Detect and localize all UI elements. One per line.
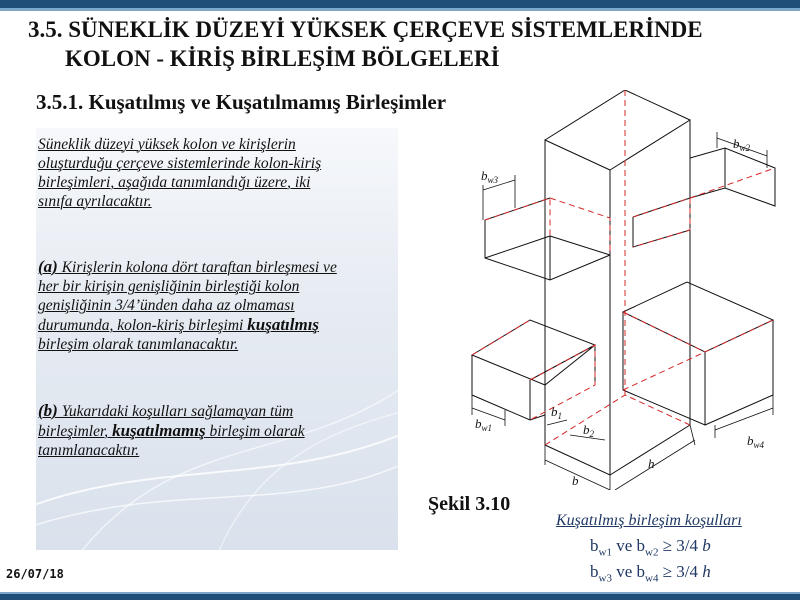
beam-left-back bbox=[485, 198, 610, 280]
label-bw1: $b_{w1}$ bbox=[475, 416, 493, 433]
label-b: b bbox=[572, 473, 579, 488]
beam-column-joint-figure bbox=[455, 90, 795, 490]
paragraph-a bbox=[38, 257, 338, 354]
top-border-accent bbox=[0, 8, 800, 11]
label-b1: $b_1$ bbox=[551, 404, 562, 421]
label-bw2: $b_{w2}$ bbox=[733, 136, 751, 153]
label-bw3: $b_{w3}$ bbox=[481, 168, 499, 185]
slide-date: 26/07/18 bbox=[6, 567, 64, 581]
paragraph-b-tag: (b) bbox=[38, 401, 58, 420]
top-border bbox=[0, 0, 800, 8]
label-bw4: $b_{w4}$ bbox=[747, 433, 765, 450]
paragraph-intro: Süneklik düzeyi yüksek kolon ve kirişlerin oluşturduğu çerçeve sistemlerinde kolon-kiriş birleşimleri, aşağıda tanımlandığı üzere, iki sınıfa ayrılacaktır. bbox=[38, 136, 322, 210]
page-title bbox=[28, 15, 788, 73]
paragraph-a-emphasis: kuşatılmış bbox=[247, 315, 320, 334]
figure-caption: Şekil 3.10 bbox=[428, 493, 511, 515]
conditions-title: Kuşatılmış birleşim koşulları bbox=[556, 512, 742, 529]
title-line-1: 3.5. SÜNEKLİK DÜZEYİ YÜKSEK ÇERÇEVE SİSTEMLERİNDE bbox=[28, 17, 703, 42]
label-b2: $b_2$ bbox=[583, 422, 594, 439]
label-h: h bbox=[648, 456, 655, 471]
paragraph-b-text-end: birleşim olarak tanımlanacaktır. bbox=[38, 423, 305, 459]
bottom-border bbox=[0, 594, 800, 600]
dim-h bbox=[615, 425, 695, 490]
paragraph-a-tag: (a) bbox=[38, 257, 58, 276]
beam-right-front bbox=[623, 282, 773, 425]
column-hidden-edges bbox=[545, 90, 690, 445]
column-top bbox=[545, 90, 690, 140]
paragraph-a-text: Kirişlerin kolona dört taraftan birleşmesi ve her bir kirişin genişliğinin birleştiği kolon genişliğinin 3/4’ünden daha az olmaması durumunda, kolon-kiriş birleşimi bbox=[38, 259, 337, 334]
beam-right-back bbox=[633, 148, 775, 247]
column-front-face bbox=[545, 140, 610, 475]
paragraph-b-text: Yukarıdaki koşulları sağlamayan tüm birleşimler, bbox=[38, 403, 294, 440]
title-line-2: KOLON - KİRİŞ BİRLEŞİM BÖLGELERİ bbox=[65, 46, 500, 71]
condition-2: $b_{w3}$ ve $b_{w4} \ge 3/4$ h bbox=[590, 562, 711, 585]
column-right-face bbox=[610, 120, 690, 475]
section-subtitle: 3.5.1. Kuşatılmış ve Kuşatılmamış Birleşimler bbox=[36, 90, 447, 114]
paragraph-b-emphasis: kuşatılmamış bbox=[112, 421, 206, 440]
condition-1: $b_{w1}$ ve $b_{w2} \ge 3/4$ b bbox=[590, 536, 711, 559]
paragraph-a-text-end: birleşim olarak tanımlanacaktır. bbox=[38, 336, 239, 353]
beam-left-front bbox=[472, 320, 595, 420]
paragraph-b bbox=[38, 401, 338, 460]
